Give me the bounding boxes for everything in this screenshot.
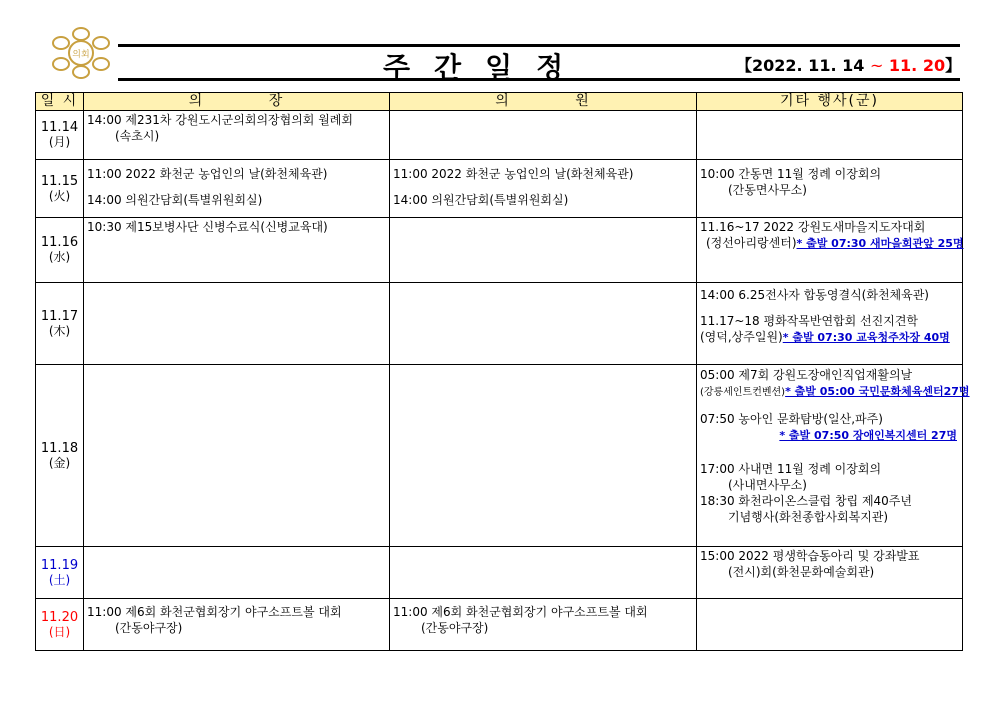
event-line: (간동면사무소) [728, 183, 807, 197]
chair-cell [84, 283, 390, 365]
departure-note: * 출발 07:30 새마을회관앞 25명 [796, 237, 964, 250]
member-cell [390, 283, 697, 365]
member-cell [390, 111, 697, 160]
header-row [36, 93, 963, 111]
event-line: 11:00 제6회 화천군협회장기 야구소프트볼 대회 [87, 605, 342, 619]
other-cell [697, 111, 963, 160]
other-cell [697, 365, 970, 547]
col-day: 일 시 [36, 93, 84, 111]
event-line: 14:00 6.25전사자 합동영결식(화천체육관) [700, 288, 929, 302]
member-cell [390, 218, 697, 283]
table-row [36, 160, 963, 218]
event-line: (전시)회(화천문화예술회관) [728, 565, 875, 579]
event-line: 05:00 제7회 강원도장애인직업재활의날 [700, 368, 913, 382]
table-row [36, 365, 963, 547]
event-line: 14:00 제231차 강원도시군의회의장협의회 월례회 [87, 113, 353, 127]
event-line: 10:30 제15보병사단 신병수료식(신병교육대) [87, 220, 328, 234]
member-cell [390, 547, 697, 599]
event-line: 11:00 2022 화천군 농업인의 날(화천체육관) [87, 167, 328, 181]
member-cell [390, 160, 697, 218]
chair-cell [84, 599, 390, 651]
council-emblem-icon [48, 27, 114, 79]
event-line: (사내면사무소) [728, 478, 807, 492]
event-line: 14:00 의원간담회(특별위원회실) [87, 193, 263, 207]
chair-cell [84, 218, 390, 283]
event-line: (간동야구장) [115, 621, 183, 635]
period-range [736, 53, 961, 76]
period-end: 11. 20 [883, 56, 946, 75]
event-line: (속초시) [115, 129, 160, 143]
logo-text: 의회 [72, 50, 90, 60]
chair-cell [84, 547, 390, 599]
day-cell: 11.14 (月) [36, 111, 84, 160]
table-row [36, 283, 963, 365]
event-line: 11.16~17 2022 강원도새마을지도자대회 [700, 220, 926, 234]
event-line: 15:00 2022 평생학습동아리 및 강좌발표 [700, 549, 920, 563]
other-cell [697, 218, 963, 283]
event-line: 07:50 농아인 문화탐방(일산,파주) [700, 412, 883, 426]
event-line: 기념행사(화천종합사회복지관) [728, 510, 889, 524]
table-row [36, 599, 963, 651]
event-line: (강릉세인트컨벤션) [700, 387, 786, 398]
other-cell [697, 160, 963, 218]
event-line: 11.17~18 평화작목반연합회 선진지견학 [700, 314, 919, 328]
weekly-schedule-table [35, 92, 970, 651]
table-row [36, 111, 963, 160]
col-chair: 의 장 [84, 93, 390, 111]
event-line: (영덕,상주일원) [700, 330, 783, 344]
event-line: 14:00 의원간담회(특별위원회실) [393, 193, 569, 207]
table-row [36, 547, 963, 599]
col-member: 의 원 [390, 93, 697, 111]
event-line: 11:00 2022 화천군 농업인의 날(화천체육관) [393, 167, 634, 181]
departure-note: * 출발 07:50 장애인복지센터 27명 [779, 429, 957, 442]
departure-note: * 출발 07:30 교육청주차장 40명 [782, 331, 950, 344]
chair-cell [84, 365, 390, 547]
period-close: 】 [945, 56, 962, 75]
col-other: 기타 행사(군) [697, 93, 963, 111]
event-line: (정선아리랑센터) [706, 236, 797, 250]
period-tilde: ~ [869, 56, 884, 75]
day-cell: 11.17 (木) [36, 283, 84, 365]
day-cell: 11.15 (火) [36, 160, 84, 218]
member-cell [390, 365, 697, 547]
chair-cell [84, 160, 390, 218]
day-cell: 11.20 (日) [36, 599, 84, 651]
day-cell: 11.18 (金) [36, 365, 84, 547]
day-cell: 11.16 (水) [36, 218, 84, 283]
other-cell [697, 599, 963, 651]
event-line: 11:00 제6회 화천군협회장기 야구소프트볼 대회 [393, 605, 648, 619]
other-cell [697, 283, 963, 365]
day-cell: 11.19 (土) [36, 547, 84, 599]
event-line: 17:00 사내면 11월 정례 이장회의 [700, 462, 882, 476]
chair-cell [84, 111, 390, 160]
table-row [36, 218, 963, 283]
departure-note: * 출발 05:00 국민문화체육센터27명 [785, 385, 970, 398]
event-line: 10:00 간동면 11월 정례 이장회의 [700, 167, 882, 181]
other-cell [697, 547, 963, 599]
period-open: 【2022. 11. 14 [736, 56, 870, 75]
event-line: (간동야구장) [421, 621, 489, 635]
member-cell [390, 599, 697, 651]
page-title: 주간일정 [383, 51, 588, 84]
event-line: 18:30 화천라이온스클럽 창립 제40주년 [700, 494, 912, 508]
